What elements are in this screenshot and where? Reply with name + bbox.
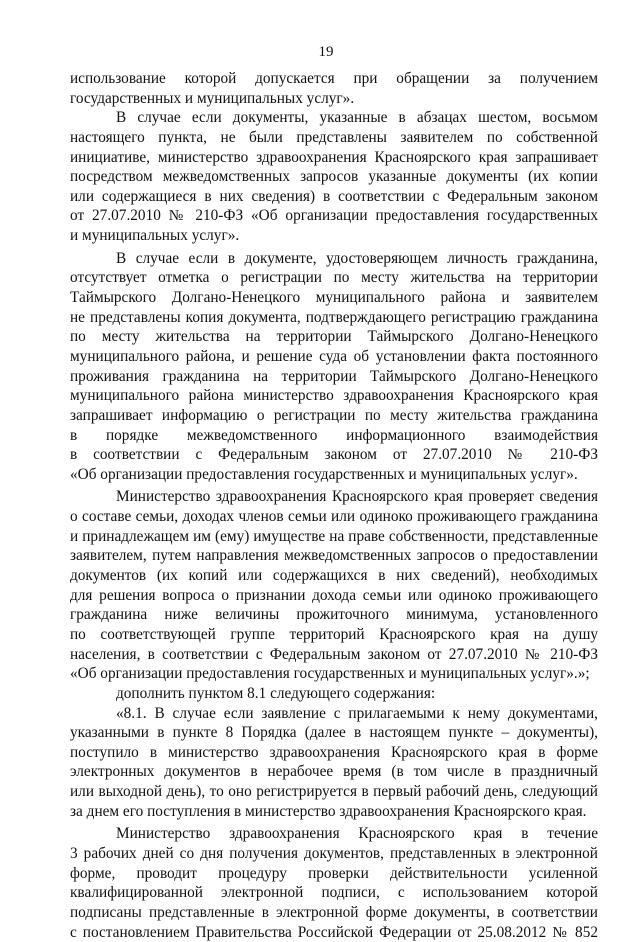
text-line: «8.1. В случае если заявление с прилагаемыми к нему документами, (116, 704, 598, 722)
text-line: документов (их копий или содержащихся в них сведений), необходимых (70, 567, 598, 585)
text-line: подписаны представленные в электронной форме документы, в соответствии (70, 903, 598, 921)
text-line: для решения вопроса о признании дохода семьи или одиноко проживающего (70, 586, 598, 604)
text-line: с постановлением Правительства Российской Федерации от 25.08.2012 № 852 (70, 923, 598, 941)
document-body (70, 69, 598, 942)
text-line: инициативе, министерство здравоохранения Красноярского края запрашивает (70, 148, 598, 166)
text-line: по соответствующей группе территорий Красноярского края на душу (70, 625, 598, 643)
text-line: заявителем, путем направления межведомственных запросов о предоставлении (70, 547, 598, 565)
text-line: Министерство здравоохранения Красноярского края в течение (116, 825, 598, 843)
text-line: настоящего пункта, не были представлены заявителем по собственной (70, 128, 598, 146)
text-line: проживания гражданина на территории Таймырского Долгано-Ненецкого (70, 367, 598, 385)
text-line: запрашивает информацию о регистрации по месту жительства гражданина (70, 406, 598, 424)
text-line: форме, проводит процедуру проверки действительности усиленной (70, 864, 598, 882)
text-line: электронных документов в нерабочее время (в том числе в праздничный (70, 763, 598, 781)
text-line: государственных и муниципальных услуг». (70, 89, 355, 107)
text-line: гражданина ниже величины прожиточного минимума, установленного (70, 606, 598, 624)
text-line: населения, в соответствии с Федеральным законом от 27.07.2010 № 210-ФЗ (70, 645, 598, 663)
text-line: или содержащиеся в них сведения) в соответствии с Федеральным законом (70, 187, 598, 205)
text-line: в соответствии с Федеральным законом от 27.07.2010 № 210-ФЗ (70, 446, 598, 464)
text-line: и муниципальных услуг». (70, 227, 240, 245)
text-line: муниципального района, и решение суда об установлении факта постоянного (70, 347, 598, 365)
text-line: посредством межведомственных запросов указанные документы (их копии (70, 168, 598, 186)
text-line: муниципального района министерство здравоохранения Красноярского края (70, 387, 598, 405)
page-number: 19 (318, 44, 334, 60)
text-line: использование которой допускается при обращении за получением (70, 70, 598, 87)
text-line: квалифицированной электронной подписи, с использованием которой (70, 884, 598, 902)
text-line: поступило в министерство здравоохранения Красноярского края в форме (70, 743, 598, 761)
text-line: «Об организации предоставления государственных и муниципальных услуг».»; (70, 665, 590, 683)
text-line: Таймырского Долгано-Ненецкого муниципального района и заявителем (70, 289, 598, 307)
text-line: В случае если в документе, удостоверяющем личность гражданина, (116, 249, 598, 267)
text-line: Министерство здравоохранения Красноярского края проверяет сведения (116, 488, 598, 506)
text-line: 3 рабочих дней со дня получения документов, представленных в электронной (70, 844, 598, 862)
text-line: указанными в пункте 8 Порядка (далее в настоящем пункте – документы), (70, 724, 598, 742)
text-line: в порядке межведомственного информационного взаимодействия (70, 426, 598, 444)
text-line: отсутствует отметка о регистрации по месту жительства на территории (70, 269, 598, 287)
text-line: от 27.07.2010 № 210-ФЗ «Об организации предоставления государственных (70, 207, 598, 225)
text-line: не представлены копия документа, подтверждающего регистрацию гражданина (70, 308, 598, 326)
text-line: и принадлежащем им (ему) имуществе на праве собственности, представленные (70, 527, 598, 545)
text-line: «Об организации предоставления государственных и муниципальных услуг». (70, 465, 578, 483)
text-line: за днем его поступления в министерство здравоохранения Красноярского края. (70, 802, 587, 820)
text-line: о составе семьи, доходах членов семьи или одиноко проживающего гражданина (70, 508, 598, 526)
text-line: по месту жительства на территории Таймырского Долгано-Ненецкого (70, 328, 598, 346)
text-line: дополнить пунктом 8.1 следующего содержания: (116, 684, 436, 702)
text-line: В случае если документы, указанные в абзацах шестом, восьмом (116, 109, 598, 127)
text-line: или выходной день), то оно регистрируется в первый рабочий день, следующий (70, 783, 598, 801)
